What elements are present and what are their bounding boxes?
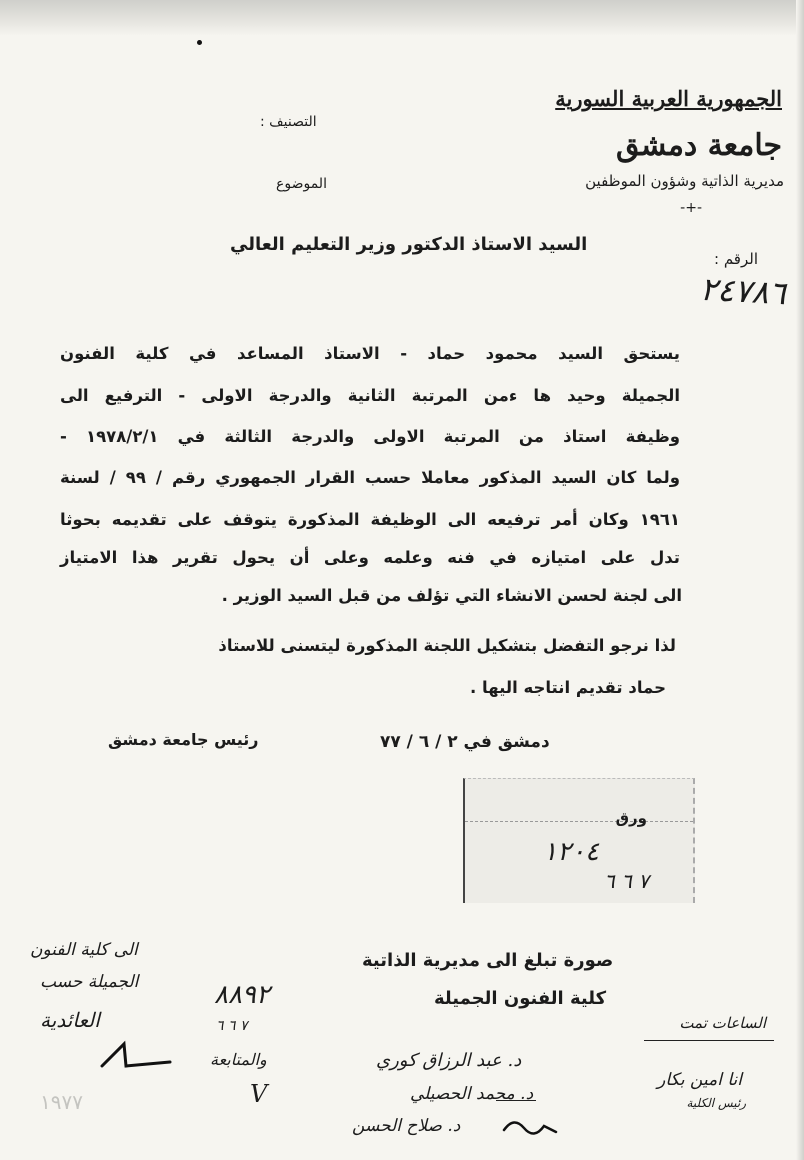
handwritten-note: العائدية	[40, 1008, 100, 1032]
underline-stroke	[496, 1100, 536, 1101]
handwritten-checkmark: V	[250, 1080, 268, 1108]
letterhead-department: مديرية الذاتية وشؤون الموظفين	[585, 172, 784, 190]
handwritten-note: الجميلة حسب	[40, 972, 139, 992]
handwritten-note: الساعات تمت	[679, 1014, 766, 1032]
handwritten-signature: د. عبد الرزاق كوري	[376, 1050, 522, 1071]
body-line: يستحق السيد محمود حماد - الاستاذ المساعد في كلية الفنون	[60, 344, 680, 363]
scan-shadow-right	[796, 0, 804, 1160]
stamp-divider	[465, 821, 693, 822]
body-line: تدل على امتيازه في فنه وعلمه وعلى أن يحول تقرير هذا الامتياز	[60, 548, 680, 567]
handwritten-code-date: ٧ ٦ ٦	[216, 1018, 248, 1034]
letterhead-university: جامعة دمشق	[616, 128, 782, 163]
scan-shadow-top	[0, 0, 804, 36]
body-line: الجميلة وحيد ها ءمن المرتبة الثانية والدرجة الاولى - الترفيع الى	[60, 386, 680, 405]
handwritten-signature: د. صلاح الحسن	[352, 1116, 461, 1136]
handwritten-scribble	[500, 1112, 560, 1140]
handwritten-signature-mark	[96, 1036, 176, 1076]
letterhead-country: الجمهورية العربية السورية	[555, 86, 782, 111]
copy-to-line: صورة تبلغ الى مديرية الذاتية	[362, 950, 614, 971]
reference-label: الرقم :	[714, 250, 758, 268]
reference-number: ٢٤٧٨٦	[699, 269, 787, 313]
body-line: وظيفة استاذ من المرتبة الاولى والدرجة الثالثة في ١٩٧٨/٢/١ -	[60, 427, 681, 446]
handwritten-signature: د. محمد الحصيلي	[410, 1084, 534, 1104]
classification-label: التصنيف :	[260, 114, 317, 130]
handwritten-note: الى كلية الفنون	[30, 940, 138, 960]
underline-stroke	[644, 1040, 774, 1041]
registry-stamp	[463, 778, 695, 903]
copy-to-line: كلية الفنون الجميلة	[434, 988, 607, 1009]
closing-line: لذا نرجو التفضل بتشكيل اللجنة المذكورة ليتسنى للاستاذ	[218, 636, 676, 655]
handwritten-title: رئيس الكلية	[686, 1096, 746, 1110]
closing-line: حماد تقديم انتاجه اليها .	[470, 678, 666, 697]
subject-label: الموضوع	[276, 176, 327, 192]
stamp-number: ١٢٠٤	[543, 837, 599, 867]
addressee: السيد الاستاذ الدكتور وزير التعليم العالي	[230, 234, 588, 255]
ink-dot	[197, 40, 202, 45]
stamp-date: ٧ ٦ ٦	[604, 869, 649, 893]
letterhead-separator: -+-	[680, 200, 702, 216]
stamp-label: ورق	[615, 809, 647, 827]
handwritten-code: ٨٨٩٢	[214, 980, 270, 1010]
date-line: دمشق في ٢ / ٦ / ٧٧	[380, 732, 550, 752]
signer-title: رئيس جامعة دمشق	[108, 730, 259, 749]
body-line: ١٩٦١ وكان أمر ترفيعه الى الوظيفة المذكورة يتوقف على تقديمه بحوثا	[60, 510, 680, 529]
body-line: الى لجنة لحسن الانشاء التي تؤلف من قبل السيد الوزير .	[221, 586, 682, 605]
handwritten-signature: انا امين بكار	[657, 1070, 742, 1090]
handwritten-note: والمتابعة	[210, 1050, 267, 1069]
faint-stamp-year: ١٩٧٧	[40, 1090, 83, 1114]
body-line: ولما كان السيد المذكور معاملا حسب القرار الجمهوري رقم / ٩٩ / لسنة	[60, 468, 680, 487]
